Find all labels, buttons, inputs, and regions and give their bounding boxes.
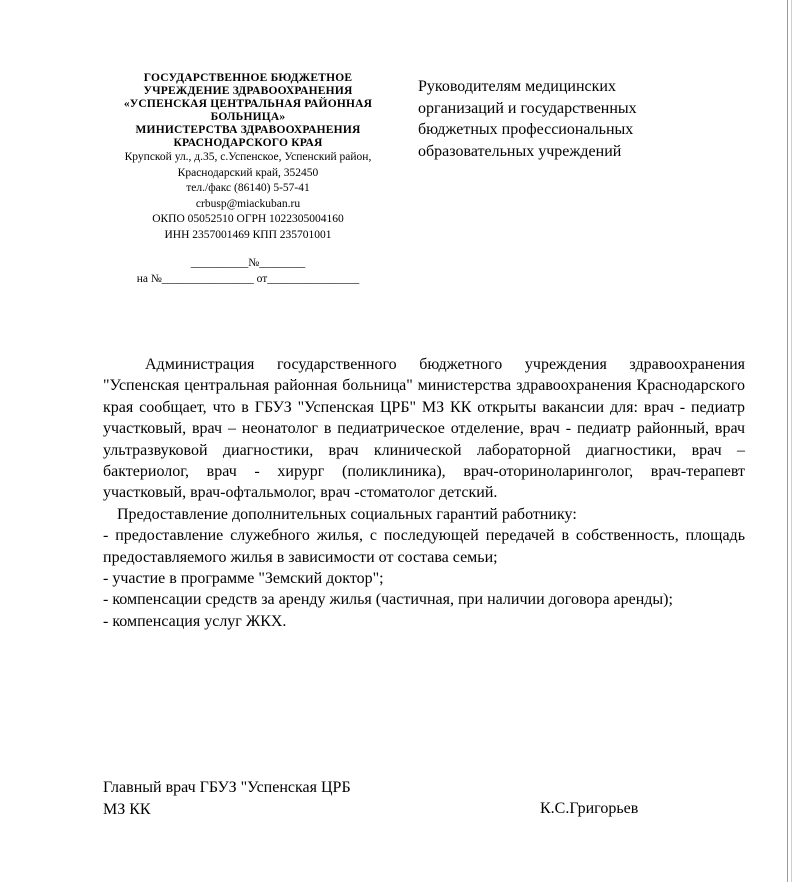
addressee-line: Руководителям медицинских [418, 78, 616, 95]
letterhead-org-line: УЧРЕЖДЕНИЕ ЗДРАВООХРАНЕНИЯ [143, 85, 353, 97]
letterhead-email: crbusp@miackuban.ru [195, 197, 301, 210]
letterhead-okpo-ogrn: ОКПО 05052510 ОГРН 1022305004160 [152, 213, 344, 225]
letterhead-address-line: Крупской ул., д.35, с.Успенское, Успенский район, [124, 151, 372, 163]
letterhead-org-line: МИНИСТЕРСТВА ЗДРАВООХРАНЕНИЯ [135, 124, 361, 136]
reference-number-line: на №________________ от________________ [136, 272, 360, 285]
letterhead-org-line: БОЛЬНИЦА» [210, 111, 286, 123]
guarantee-item: - предоставление служебного жилья, с последующей передачей в собственность, площадь предоставляемого жилья в зависимости от состава семьи; [103, 527, 745, 566]
addressee-line: организаций и государственных [418, 99, 637, 117]
addressee-line: бюджетных профессиональных [418, 121, 634, 138]
guarantee-item: - компенсации средств за аренду жилья (частичная, при наличии договора аренды); [103, 591, 673, 609]
letterhead-org-line: КРАСНОДАРСКОГО КРАЯ [173, 137, 323, 149]
letter-body [103, 354, 745, 632]
letterhead-address-line: Краснодарский край, 352450 [177, 166, 319, 179]
signatory-name: К.С.Григорьев [540, 800, 639, 817]
guarantee-item: - участие в программе "Земский доктор"; [103, 570, 384, 588]
signature-title-line: МЗ КК [103, 800, 151, 818]
letterhead-org-line: «УСПЕНСКАЯ ЦЕНТРАЛЬНАЯ РАЙОННАЯ [123, 98, 373, 110]
guarantee-item: - компенсация услуг ЖКХ. [103, 612, 287, 630]
guarantees-heading: Предоставление дополнительных социальных гарантий работнику: [117, 505, 577, 523]
letterhead-spacer [98, 243, 398, 256]
outgoing-number-line: __________№________ [190, 257, 306, 269]
letterhead-inn-kpp: ИНН 2357001469 КПП 235701001 [164, 228, 332, 241]
page-edge-line-secondary [791, 0, 792, 882]
addressee-block [418, 76, 718, 162]
addressee-line: образовательных учреждений [418, 142, 622, 160]
page-edge-line [787, 0, 788, 882]
signature-title-line: Главный врач ГБУЗ "Успенская ЦРБ [103, 779, 351, 796]
vacancies-paragraph: Администрация государственного бюджетного учреждения здравоохранения "Успенская центральная районная больница" министерства здравоохранения Краснодарского края сообщает, что в ГБУЗ "Успенская ЦРБ" МЗ КК открыты вакансии для: врач - педиатр участковый, врач – неонатолог в педиатрическое отделение, врач - педиатр районный, врач ультразвуковой диагностики, врач клинической лабораторной диагностики, врач – бактериолог, врач - хирург (поликлиника), врач-оториноларинголог, врач-терапевт участковый, врач-офтальмолог, врач -стоматолог детский. [103, 356, 745, 502]
letterhead [98, 72, 398, 287]
letterhead-org-line: ГОСУДАРСТВЕННОЕ БЮДЖЕТНОЕ [143, 72, 353, 84]
letterhead-phone: тел./факс (86140) 5-57-41 [186, 182, 310, 194]
